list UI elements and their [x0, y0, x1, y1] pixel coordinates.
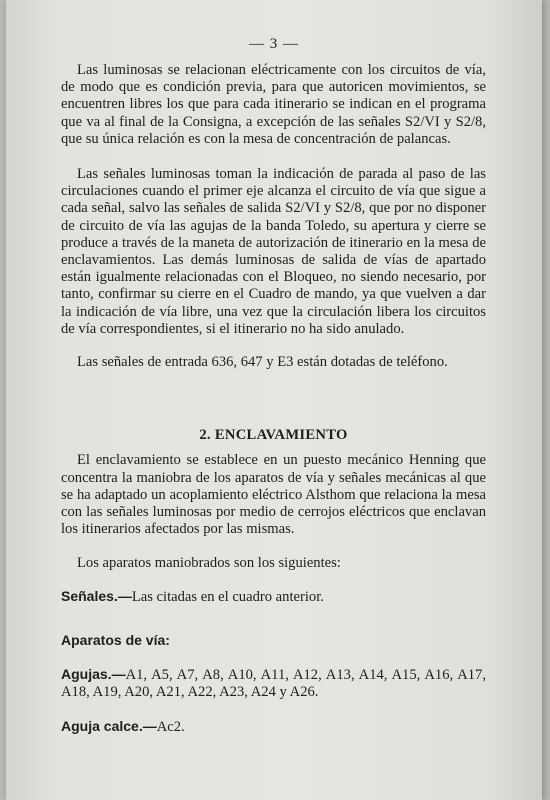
document-page — [6, 0, 542, 800]
paragraph-luminosas-relacion: Las luminosas se relacionan eléctricamente con los circuitos de vía, de modo que es condición previa, para que autoricen movimientos, se encuentren libres los que para cada itinerario se indican en el programa que va al final de la Consigna, a excepción de las señales S2/VI y S2/8, que su única relación es con la mesa de concentración de palancas. — [61, 62, 486, 147]
entry-agujas — [61, 666, 486, 701]
page-number: — 3 — — [249, 36, 299, 52]
subheading-aparatos-de-via: Aparatos de vía: — [61, 631, 170, 648]
paragraph-senales-indicacion: Las señales luminosas toman la indicación de parada al paso de las circulaciones cuando el primer eje alcanza el circuito de vía que sigue a cada señal, salvo las señales de salida S2/VI y S2/8, que por no disponer de circuito de vía las agujas de la banda Toledo, su apertura y cierre se produce a través de la maneta de autorización de itinerario en la mesa de enclavamientos. Las demás luminosas de salida de vías de apartado están igualmente relacionadas con el Bloqueo, no siendo necesario, por tanto, confirmar su cierre en el Cuadro de mando, ya que vuelven a dar la indicación de vía libre, una vez que la circulación libera los circuitos de vía correspondientes, si el itinerario no ha sido anulado. — [61, 166, 486, 337]
entry-agujas-text: A1, A5, A7, A8, A10, A11, A12, A13, A14, A15, A16, A17, A18, A19, A20, A21, A22, A23, A24 y A26. — [61, 667, 486, 701]
paragraph-senales-telefono: Las señales de entrada 636, 647 y E3 están dotadas de teléfono. — [77, 354, 448, 371]
entry-aguja-calce — [61, 718, 486, 736]
entry-agujas-label: Agujas.— — [61, 666, 126, 683]
section-heading-enclavamiento: 2. ENCLAVAMIENTO — [199, 427, 348, 444]
entry-aguja-calce-text: Ac2. — [156, 719, 185, 736]
entry-senales — [61, 588, 486, 606]
entry-senales-label: Señales.— — [61, 587, 132, 604]
entry-aguja-calce-label: Aguja calce.— — [61, 718, 157, 735]
entry-senales-text: Las citadas en el cuadro anterior. — [131, 588, 324, 605]
paragraph-aparatos-intro: Los aparatos maniobrados son los siguientes: — [77, 555, 341, 572]
paragraph-enclavamiento: El enclavamiento se establece en un puesto mecánico Henning que concentra la maniobra de los aparatos de vía y señales mecánicas al que se ha adaptado un acoplamiento eléctrico Alsthom que relaciona la mesa con las señales luminosas por medio de cerrojos eléctricos que enclavan los itinerarios afectados por las mismas. — [61, 452, 486, 538]
page-body — [61, 62, 486, 737]
